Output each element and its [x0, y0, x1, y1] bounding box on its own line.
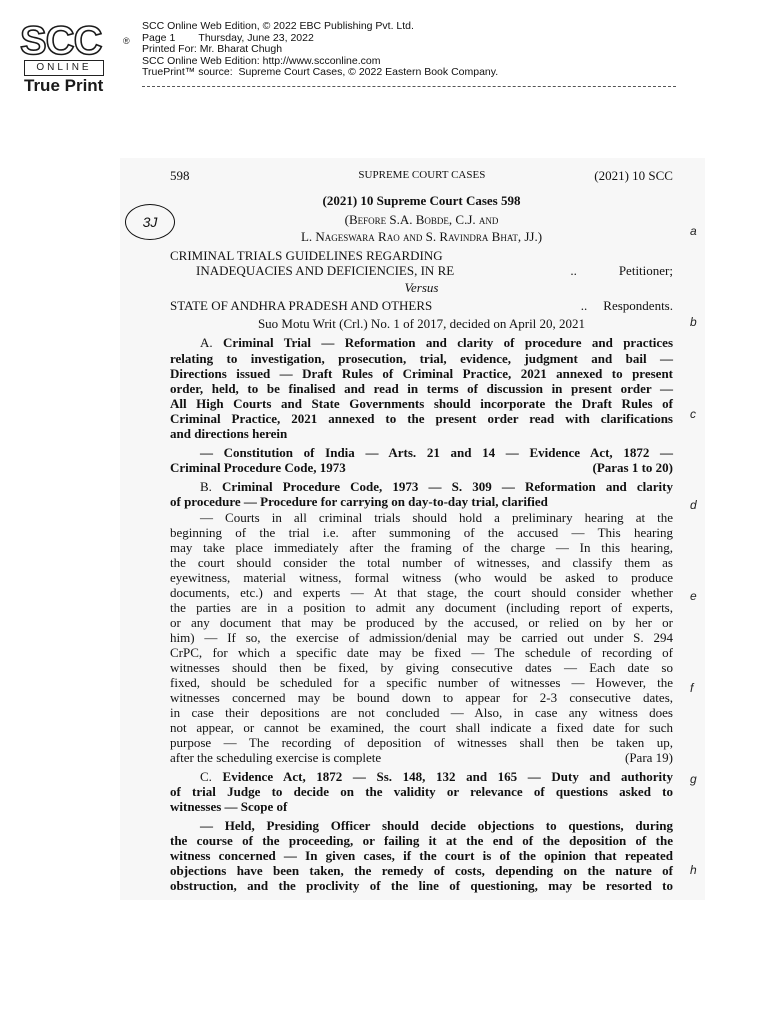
headnote-b-label: B.: [200, 479, 223, 494]
headnote-b-body-line: not appear, or cannot be examined, the court shall indicate a fixed date for such: [170, 720, 673, 735]
headnote-b-body-line: or any document that may be produced by the accused, or relied on by her or: [170, 615, 673, 630]
headnote-a-label: A.: [200, 335, 224, 350]
headnote-a-line: relating to investigation, prosecution, trial, evidence, judgment and bail —: [170, 351, 673, 366]
headnote-c-title: [170, 769, 673, 784]
margin-letter: e: [690, 589, 697, 603]
margin-letter: c: [690, 407, 696, 421]
headnote-b-body-line: witnesses concerned may be bound down to appear for 2-3 consecutive dates,: [170, 690, 673, 705]
headnote-b-body-line: eyewitness, material witness, formal witness (who would be asked to produce: [170, 570, 673, 585]
headnote-b-body-line: — Courts in all criminal trials should hold a preliminary hearing at the: [200, 510, 673, 525]
headnote-c-title: of trial Judge to decide on the validity or relevance of questions asked to: [170, 784, 673, 799]
petitioner-name: INADEQUACIES AND DEFICIENCIES, IN RE: [196, 263, 455, 278]
para-reference: (Paras 1 to 20): [592, 460, 673, 475]
citation-right: (2021) 10 SCC: [594, 168, 673, 183]
headnote-b-body-line: CrPC, for which a specific date may be fixed — The schedule of recording of: [170, 645, 673, 660]
headnote-a-text: Criminal Trial — Reformation and clarity of procedure and practices: [223, 335, 674, 350]
print-header: [0, 0, 768, 100]
headnote-c-held-line: the course of the proceeding, or failing it at the end of the deposition of the: [170, 833, 673, 848]
headnote-b-body-line: in case their depositions are not concluded — Also, in case any witness does: [170, 705, 673, 720]
case-citation: (2021) 10 Supreme Court Cases 598: [322, 193, 521, 208]
header-divider: [142, 86, 676, 87]
bench-line-1: (Before S.A. Bobde, C.J. and: [344, 212, 499, 227]
headnote-a-line: order, held, to be finalised and read in terms of discussion in present order —: [170, 381, 673, 396]
scc-online-logo: [18, 19, 130, 96]
headnote-a-line: All High Courts and State Governments should incorporate the Draft Rules of: [170, 396, 673, 411]
headnote-b-body-line: the parties are in a position to admit any document (including report of experts,: [170, 600, 673, 615]
party-dots: ..: [570, 263, 577, 278]
logo-online-text: ONLINE: [24, 60, 104, 76]
headnote-b-title: of procedure — Procedure for carrying on day-to-day trial, clarified: [170, 494, 548, 509]
headnote-b-body-line: the court should consider the total number of witnesses, and classify them as: [170, 555, 673, 570]
logo-true-print-text: True Print: [24, 76, 104, 95]
margin-letter: h: [690, 863, 697, 877]
petitioner-party: [570, 263, 673, 278]
headnote-c-held-line: — Held, Presiding Officer should decide objections to questions, during: [200, 818, 673, 833]
margin-letter: d: [690, 498, 697, 512]
headnote-b-body-line: him) — If so, the exercise of admission/denial may be carried out under S. 294: [170, 630, 673, 645]
logo-scc-text: SCC: [20, 19, 102, 63]
margin-letter: g: [690, 772, 697, 786]
registered-mark: ®: [123, 36, 130, 46]
respondent-label: Respondents.: [603, 298, 673, 313]
headnote-a-line: and directions herein: [170, 426, 288, 441]
headnote-b-body-line: witnesses should then be fixed, by giving consecutive dates — Each date so: [170, 660, 673, 675]
margin-letter: b: [690, 315, 697, 329]
petitioner-line-2: [170, 263, 673, 278]
party-dots: ..: [580, 298, 588, 313]
headnote-c-held-line: witness concerned — In given cases, if the court is of the opinion that repeated: [170, 848, 673, 863]
headnote-c-text: Evidence Act, 1872 — Ss. 148, 132 and 165 — Duty and authority: [222, 769, 674, 784]
petitioner-line-1: CRIMINAL TRIALS GUIDELINES REGARDING: [170, 248, 443, 263]
headnote-a-line: [170, 335, 673, 350]
headnote-b-body-line: purpose — The recording of deposition of witnesses shall then be taken up,: [170, 735, 673, 750]
versus: Versus: [404, 280, 439, 295]
headnote-c-held-line: obstruction, and the proclivity of the line of questioning, may be resorted to: [170, 878, 673, 893]
bench-line-2: L. Nageswara Rao and S. Ravindra Bhat, JJ.): [300, 229, 543, 244]
headnote-a-statutes-2: [170, 460, 673, 475]
headnote-b-text: Criminal Procedure Code, 1973 — S. 309 — Reformation and clarity: [222, 479, 674, 494]
meta-line: Printed For: Mr. Bharat Chugh: [142, 43, 283, 56]
running-head: [170, 168, 673, 183]
statute-name: Criminal Procedure Code, 1973: [170, 460, 346, 475]
bench-stamp: 3J: [125, 204, 175, 240]
meta-line: Page 1 Thursday, June 23, 2022: [142, 31, 314, 44]
print-metadata: [142, 21, 498, 79]
headnote-b-body-line: fixed, should be scheduled for a specific number of witnesses — However, the: [170, 675, 673, 690]
respondent-line: [170, 298, 673, 313]
running-title: SUPREME COURT CASES: [358, 169, 486, 181]
headnote-c-label: C.: [200, 769, 223, 784]
headnote-c-held-line: objections have been taken, the remedy of costs, depending on the nature of: [170, 863, 673, 878]
petitioner-label: Petitioner;: [618, 263, 673, 278]
headnote-a-statutes: — Constitution of India — Arts. 21 and 14 — Evidence Act, 1872 —: [200, 445, 673, 460]
para-reference: (Para 19): [624, 750, 673, 765]
page-number: 598: [170, 168, 190, 183]
respondent-party: [581, 298, 673, 313]
headnote-a-line: Criminal Practice, 2021 annexed to the present order read with clarifications: [170, 411, 673, 426]
writ-details: Suo Motu Writ (Crl.) No. 1 of 2017, decided on April 20, 2021: [257, 316, 586, 331]
headnote-b-title: [170, 479, 673, 494]
headnote-b-body-line: documents, etc.) and experts — At that stage, the court should consider whether: [170, 585, 673, 600]
headnote-b-body-line: may take place immediately after the framing of the charge — In this hearing,: [170, 540, 673, 555]
headnote-a-line: Directions issued — Draft Rules of Criminal Practice, 2021 annexed to present: [170, 366, 673, 381]
headnote-b-body-line: beginning of the trial i.e. after summoning of the accused — This hearing: [170, 525, 673, 540]
meta-line: SCC Online Web Edition, © 2022 EBC Publishing Pvt. Ltd.: [142, 20, 414, 32]
margin-letter: f: [690, 681, 694, 695]
respondent-name: STATE OF ANDHRA PRADESH AND OTHERS: [170, 298, 433, 313]
headnote-c-title: witnesses — Scope of: [170, 799, 288, 814]
margin-letter: a: [690, 224, 697, 238]
headnote-b-body-last: [170, 750, 673, 765]
headnote-b-body-end: after the scheduling exercise is complete: [170, 750, 382, 765]
meta-line: SCC Online Web Edition: http://www.scconline.com: [142, 54, 381, 67]
meta-line: TruePrint™ source: Supreme Court Cases, © 2022 Eastern Book Company.: [142, 66, 499, 79]
